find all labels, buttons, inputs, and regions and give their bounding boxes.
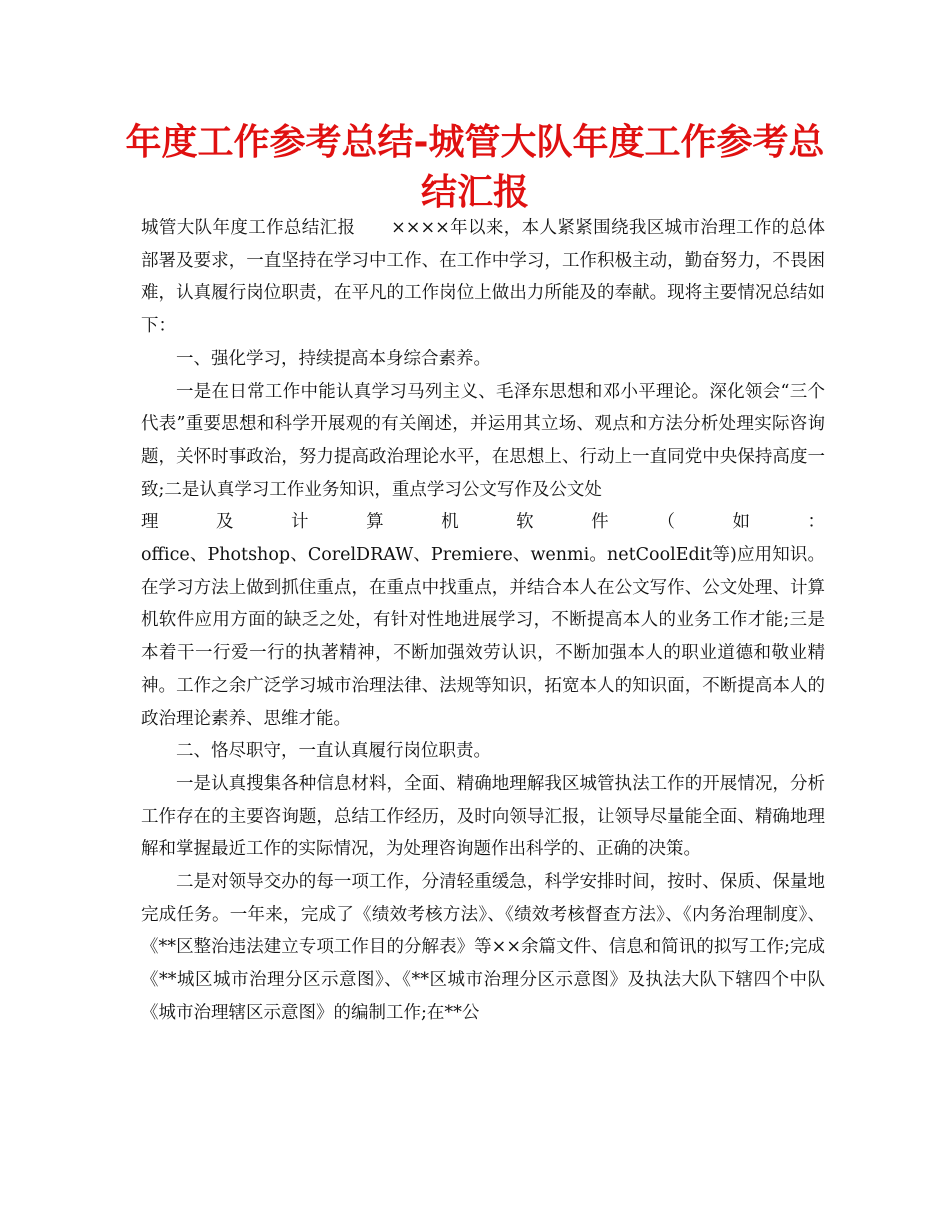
document-body bbox=[141, 212, 825, 1030]
paragraph-software-line: 理 及 计 算 机 软 件 （ 如 ： bbox=[141, 512, 825, 533]
document-title: 年度工作参考总结-城管大队年度工作参考总结汇报 bbox=[125, 122, 825, 213]
section-heading-1: 一、强化学习，持续提高本身综合素养。 bbox=[176, 348, 491, 369]
paragraph-tasks: 二是对领导交办的每一项工作，分清轻重缓急，科学安排时间，按时、保质、保量地完成任务。一年来，完成了《绩效考核方法》、《绩效考核督查方法》、《内务治理制度》、《**区整治违法建立专项工作目的分解表》等××余篇文件、信息和简讯的拟写工作;完成《**城区城市治理分区示意图》、《**区城市治理分区示意图》及执法大队下辖四个中队《城市治理辖区示意图》的编制工作;在**公 bbox=[141, 872, 825, 1023]
paragraph-info: 一是认真搜集各种信息材料，全面、精确地理解我区城管执法工作的开展情况，分析工作存在的主要咨询题，总结工作经历，及时向领导汇报，让领导尽量能全面、精确地理解和掌握最近工作的实际情况，为处理咨询题作出科学的、正确的决策。 bbox=[141, 773, 825, 860]
paragraph-study: 一是在日常工作中能认真学习马列主义、毛泽东思想和邓小平理论。深化领会“三个代表”重要思想和科学开展观的有关阐述，并运用其立场、观点和方法分析处理实际咨询题，关怀时事政治，努力提高政治理论水平，在思想上、行动上一直同党中央保持高度一致;二是认真学习工作业务知识，重点学习公文写作及公文处 bbox=[141, 381, 825, 500]
section-heading-2: 二、恪尽职守，一直认真履行岗位职责。 bbox=[176, 741, 491, 762]
paragraph-intro: 城管大队年度工作总结汇报 ××××年以来，本人紧紧围绕我区城市治理工作的总体部署及要求，一直坚持在学习中工作、在工作中学习，工作积极主动，勤奋努力，不畏困难，认真履行岗位职责，在平凡的工作岗位上做出力所能及的奉献。现将主要情况总结如下： bbox=[141, 218, 825, 337]
paragraph-software-cont: office、Photshop、CorelDRAW、Premiere、wenmi。netCoolEdit等)应用知识。在学习方法上做到抓住重点，在重点中找重点，并结合本人在公文写作、公文处理、计算机软件应用方面的缺乏之处，有针对性地进展学习，不断提高本人的业务工作才能;三是本着干一行爱一行的执著精神，不断加强效劳认识，不断加强本人的职业道德和敬业精神。工作之余广泛学习城市治理法律、法规等知识，拓宽本人的知识面，不断提高本人的政治理论素养、思维才能。 bbox=[141, 545, 825, 729]
